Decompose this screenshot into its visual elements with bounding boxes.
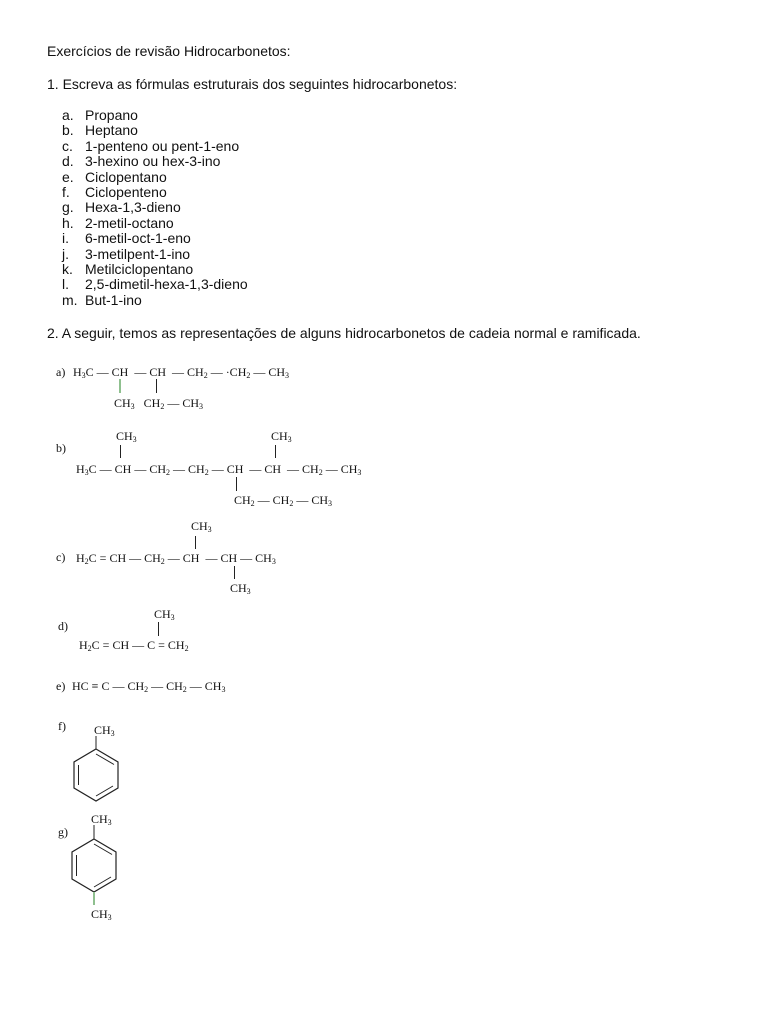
structure-b-bottom-branch: $CH_2$ — $CH_2$ — $CH_3$ <box>234 493 333 508</box>
list-text: 3-hexino ou hex-3-ino <box>85 153 221 170</box>
structure-label: f) <box>58 719 66 733</box>
structure-label: b) <box>56 441 66 455</box>
list-text: But-1-ino <box>85 291 142 308</box>
list-marker: i. <box>62 230 69 247</box>
list-text: Metilciclopentano <box>85 260 194 277</box>
list-marker: h. <box>62 214 74 231</box>
list-item <box>62 277 248 292</box>
list-text: Ciclopenteno <box>85 183 167 200</box>
structure-c-main-chain: $H_2C$ = CH — $CH_2$ — CH — CH — $CH_3$ <box>76 551 276 566</box>
benzene-ring-icon <box>68 825 124 911</box>
list-text: 6-metil-oct-1-eno <box>85 230 191 247</box>
list-marker: b. <box>62 122 74 139</box>
list-text: 2,5-dimetil-hexa-1,3-dieno <box>85 276 248 293</box>
structure-a-branch: $CH_3$ $CH_2$ — $CH_3$ <box>114 396 204 411</box>
list-item <box>62 247 248 262</box>
structure-c-top-branch: $CH_3$ <box>191 519 212 534</box>
list-marker: c. <box>62 137 73 154</box>
structure-d-main-chain: $H_2C$ = CH — $C = CH_2$ <box>79 638 189 653</box>
list-marker: d. <box>62 153 74 170</box>
structure-d-top-branch: $CH_3$ <box>154 607 175 622</box>
bond-line <box>275 445 276 458</box>
list-marker: k. <box>62 260 73 277</box>
list-item <box>62 293 248 308</box>
question-1: 1. Escreva as fórmulas estruturais dos seguintes hidrocarbonetos: <box>47 76 458 92</box>
list-item <box>62 139 248 154</box>
list-marker: j. <box>62 245 69 262</box>
list-item <box>62 200 248 215</box>
list-text: 1-penteno ou pent-1-eno <box>85 137 240 154</box>
list-text: Propano <box>85 107 138 123</box>
list-marker: m. <box>62 291 78 308</box>
list-text: Ciclopentano <box>85 168 167 185</box>
list-marker: g. <box>62 199 74 216</box>
structure-label: a) <box>56 365 66 379</box>
list-item <box>62 262 248 277</box>
structure-f-substituent: $CH_3$ <box>94 723 115 738</box>
bond-line <box>158 622 159 636</box>
structure-c-bottom-branch: $CH_3$ <box>230 581 251 596</box>
bond-line <box>234 566 235 579</box>
structure-label: e) <box>56 679 66 693</box>
list-item <box>62 170 248 185</box>
list-text: 2-metil-octano <box>85 214 174 231</box>
list-marker: e. <box>62 168 74 185</box>
list-text: Hexa-1,3-dieno <box>85 199 181 216</box>
structure-b-top-branch: $CH_3$ <box>116 429 137 444</box>
list-text: Heptano <box>85 122 138 139</box>
structure-g-bottom-substituent: $CH_3$ <box>91 907 112 922</box>
list-marker: a. <box>62 107 74 123</box>
structure-b-top-branch: $CH_3$ <box>271 429 292 444</box>
structure-g-top-substituent: $CH_3$ <box>91 812 112 827</box>
structure-a-main-chain: $H_3C$ — CH — CH — $CH_2$ — $\cdot CH_2$ — $CH_3$ <box>73 365 290 380</box>
structure-e-main-chain: HC ≡ C — $CH_2$ — $CH_2$ — $CH_3$ <box>72 679 226 694</box>
list-item <box>62 185 248 200</box>
structure-label: c) <box>56 550 66 564</box>
bond-line <box>120 445 121 458</box>
structure-b-main-chain: $H_3C$ — CH — $CH_2$ — $CH_2$ — CH — CH — $CH_2$ — $CH_3$ <box>76 462 362 477</box>
list-item <box>62 231 248 246</box>
list-marker: l. <box>62 276 69 293</box>
bond-line <box>195 536 196 549</box>
list-item <box>62 108 248 123</box>
bond-line <box>236 477 237 491</box>
structure-label: d) <box>58 619 68 633</box>
hydrocarbon-list <box>62 108 248 308</box>
list-item <box>62 123 248 138</box>
bond-line <box>156 379 157 393</box>
list-item <box>62 216 248 231</box>
bond-line <box>119 379 121 393</box>
question-2: 2. A seguir, temos as representações de alguns hidrocarbonetos de cadeia normal e ramificada. <box>47 325 641 341</box>
list-text: 3-metilpent-1-ino <box>85 245 191 262</box>
benzene-ring-icon <box>70 736 126 806</box>
list-marker: f. <box>62 183 70 200</box>
header-title: Exercícios de revisão Hidrocarbonetos: <box>47 43 291 59</box>
structure-label: g) <box>58 825 68 839</box>
list-item <box>62 154 248 169</box>
